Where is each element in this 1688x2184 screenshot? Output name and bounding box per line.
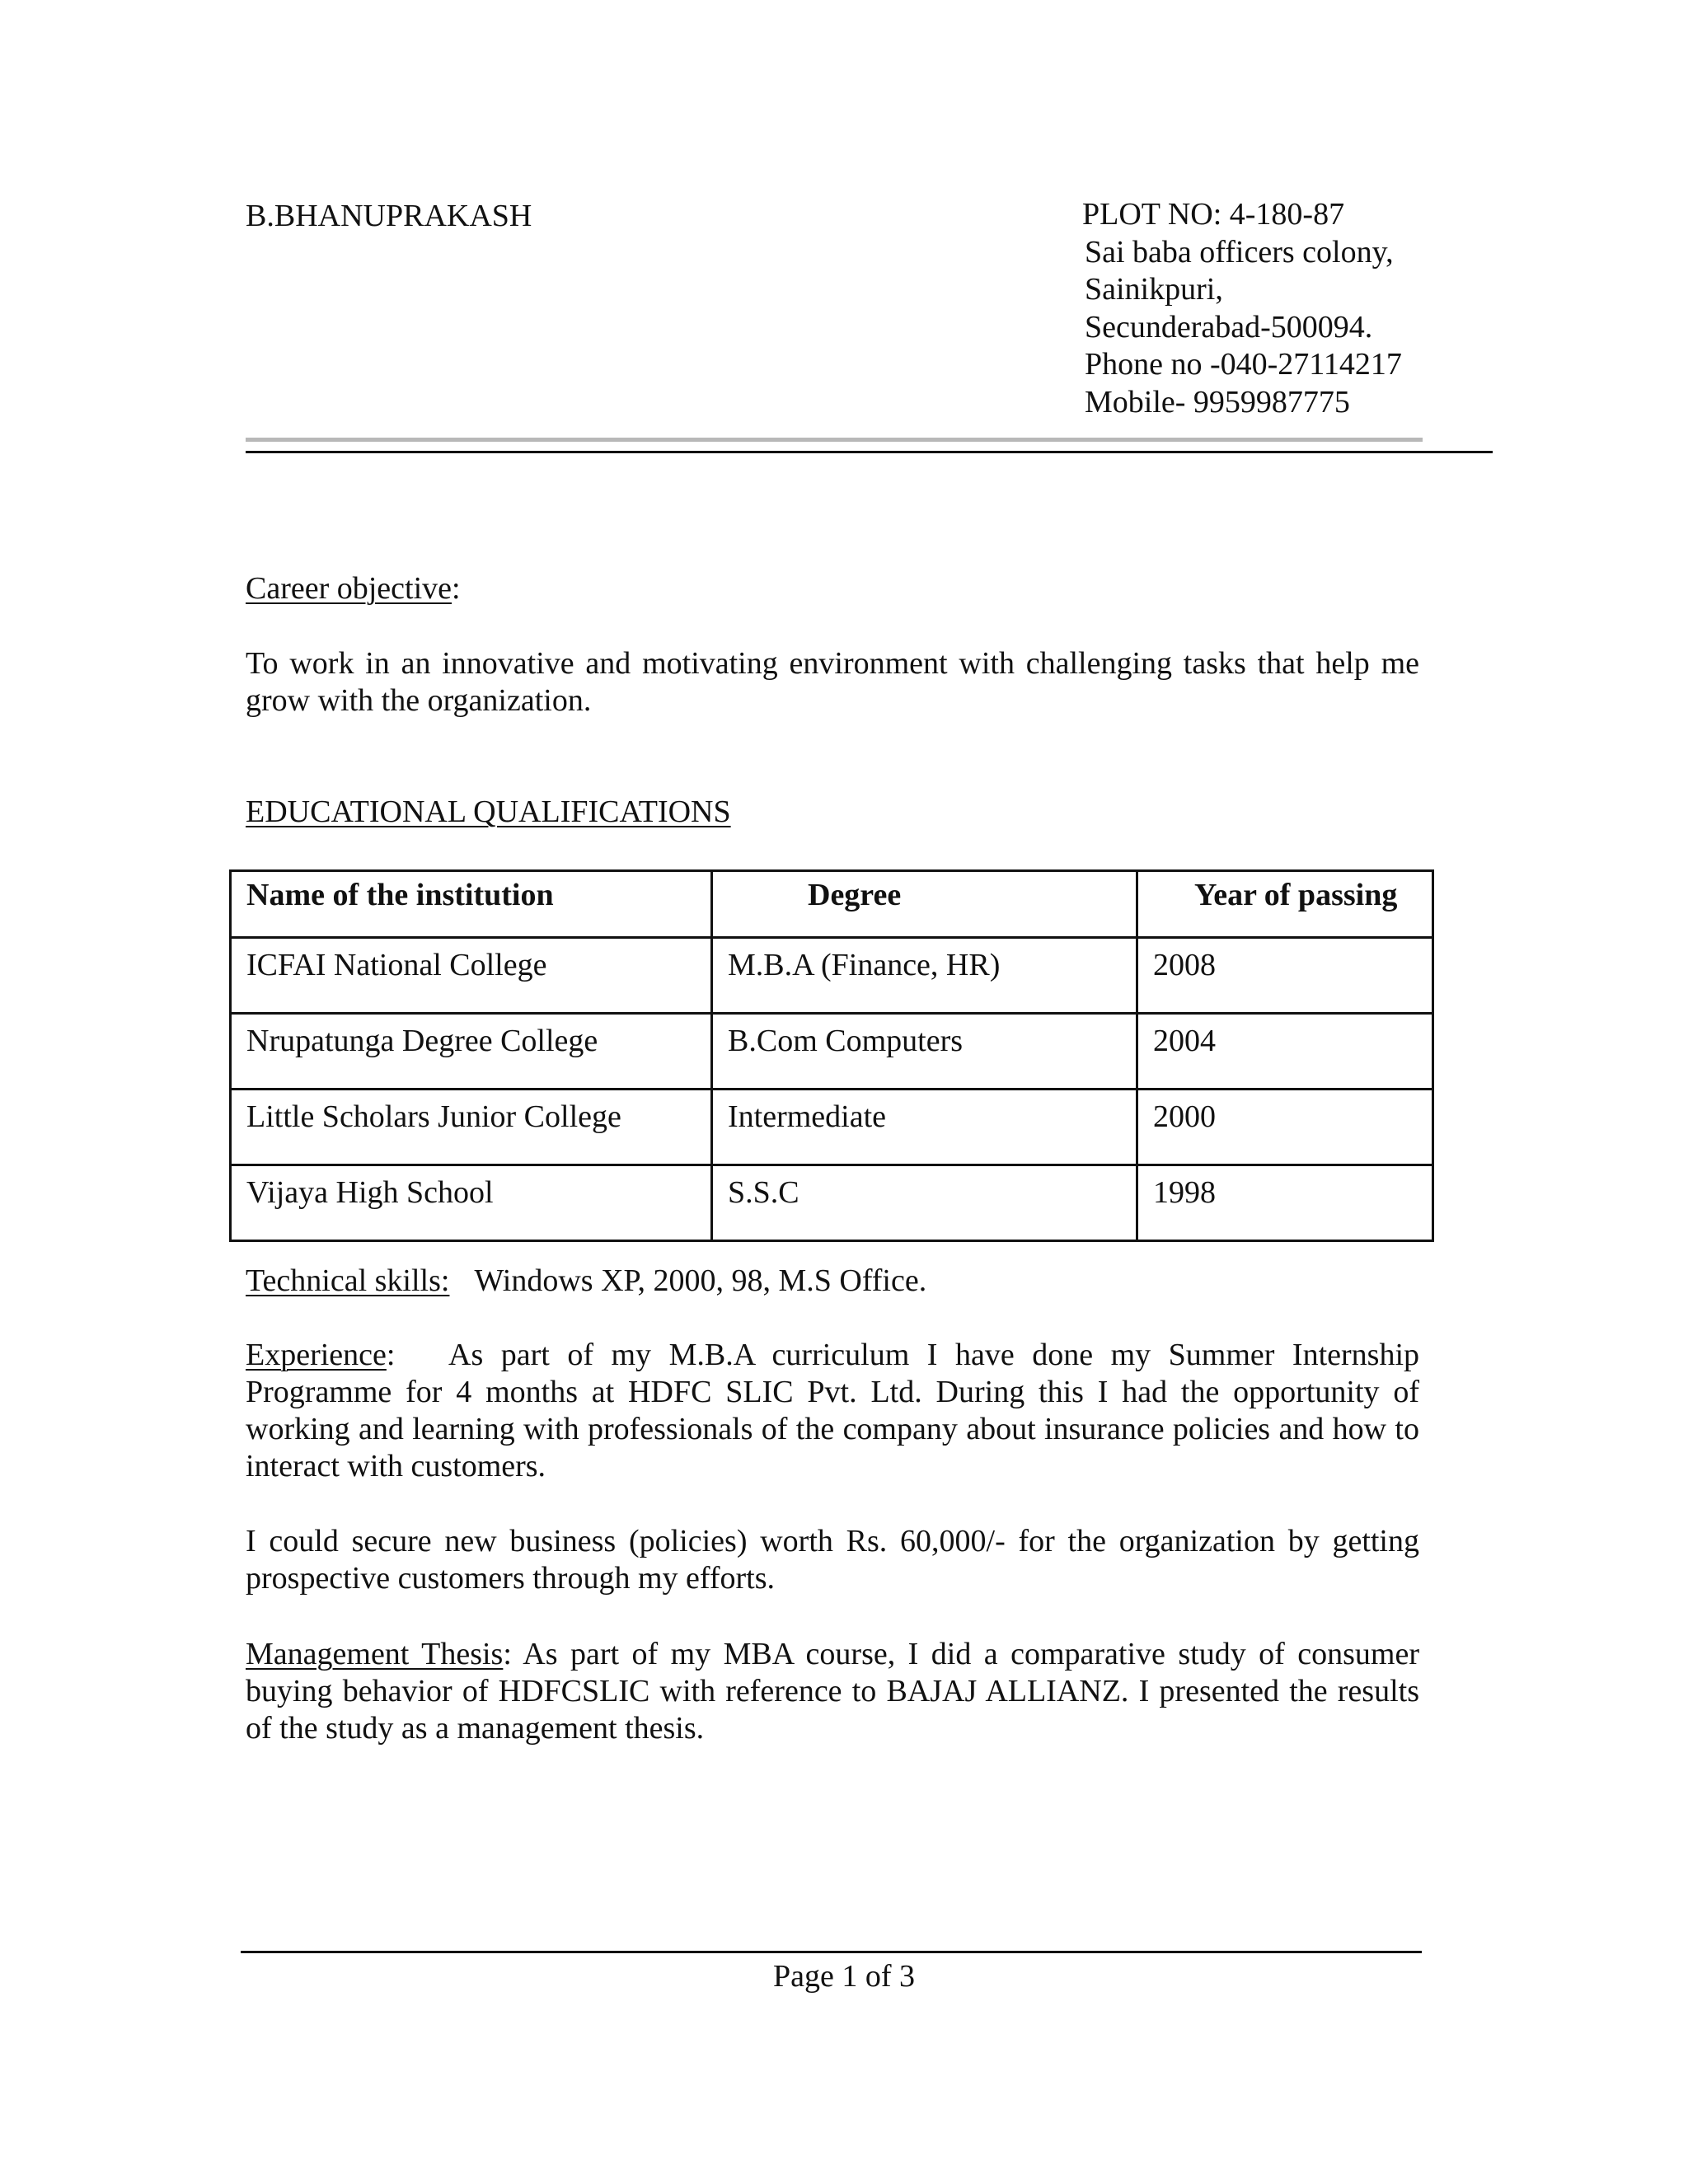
column-header-year: Year of passing	[1137, 871, 1433, 938]
year-cell: 2000	[1137, 1090, 1433, 1165]
technical-skills-line	[246, 1263, 926, 1299]
column-header-degree: Degree	[712, 871, 1137, 938]
address-line-phone: Phone no -040-27114217	[1085, 347, 1402, 382]
thesis-label: Management Thesis	[246, 1637, 504, 1671]
education-heading: EDUCATIONAL QUALIFICATIONS	[246, 794, 731, 829]
career-objective-text: To work in an innovative and motivating environment with challenging tasks that help me grow with the organization.	[246, 646, 1419, 718]
institution-cell: Vijaya High School	[231, 1165, 712, 1241]
table-row	[231, 1014, 1433, 1090]
thesis-colon: :	[503, 1637, 512, 1671]
thesis-paragraph	[246, 1636, 1419, 1747]
technical-skills-label: Technical skills:	[246, 1263, 450, 1298]
address-line-area: Sainikpuri,	[1085, 272, 1223, 307]
candidate-name: B.BHANUPRAKASH	[246, 199, 532, 233]
header-divider-grey	[246, 438, 1423, 442]
career-objective-label: Career objective	[246, 571, 452, 606]
degree-cell: M.B.A (Finance, HR)	[712, 938, 1137, 1014]
degree-cell: B.Com Computers	[712, 1014, 1137, 1090]
experience-label: Experience	[246, 1338, 387, 1372]
address-line-plot: PLOT NO: 4-180-87	[1082, 197, 1345, 232]
career-objective-colon: :	[452, 571, 461, 606]
address-line-city: Secunderabad-500094.	[1085, 309, 1373, 344]
institution-cell: Nrupatunga Degree College	[231, 1014, 712, 1090]
education-table	[229, 869, 1434, 1242]
header-divider-black	[246, 451, 1493, 453]
address-block	[1082, 196, 1402, 421]
column-header-institution: Name of the institution	[231, 871, 712, 938]
page-number: Page 1 of 3	[772, 1959, 916, 1994]
year-cell: 2004	[1137, 1014, 1433, 1090]
table-row	[231, 1090, 1433, 1165]
year-cell: 1998	[1137, 1165, 1433, 1241]
institution-cell: Little Scholars Junior College	[231, 1090, 712, 1165]
technical-skills-text: Windows XP, 2000, 98, M.S Office.	[474, 1263, 927, 1298]
address-line-colony: Sai baba officers colony,	[1085, 234, 1394, 269]
table-row	[231, 938, 1433, 1014]
year-cell: 2008	[1137, 938, 1433, 1014]
table-row	[231, 1165, 1433, 1241]
degree-cell: S.S.C	[712, 1165, 1137, 1241]
experience-colon: :	[386, 1338, 396, 1372]
institution-cell: ICFAI National College	[231, 938, 712, 1014]
experience-paragraph	[246, 1337, 1419, 1485]
address-line-mobile: Mobile- 9959987775	[1085, 384, 1350, 419]
degree-cell: Intermediate	[712, 1090, 1137, 1165]
experience-text: As part of my M.B.A curriculum I have done my Summer Internship Programme for 4 months at HDFC SLIC Pvt. Ltd. During this I had the opportunity of working and learning with professionals of the company about insurance policies and how to interact with customers.	[246, 1338, 1420, 1483]
thesis-text: As part of my MBA course, I did a comparative study of consumer buying behavior of HDFCSLIC with reference to BAJAJ ALLIANZ. I presented the results of the study as a management thesis.	[246, 1637, 1419, 1746]
footer-divider	[241, 1951, 1422, 1953]
table-header-row	[231, 871, 1433, 938]
experience-achievement-text: I could secure new business (policies) worth Rs. 60,000/- for the organization by getting prospective customers through my efforts.	[246, 1524, 1419, 1596]
career-objective-heading	[246, 570, 461, 607]
